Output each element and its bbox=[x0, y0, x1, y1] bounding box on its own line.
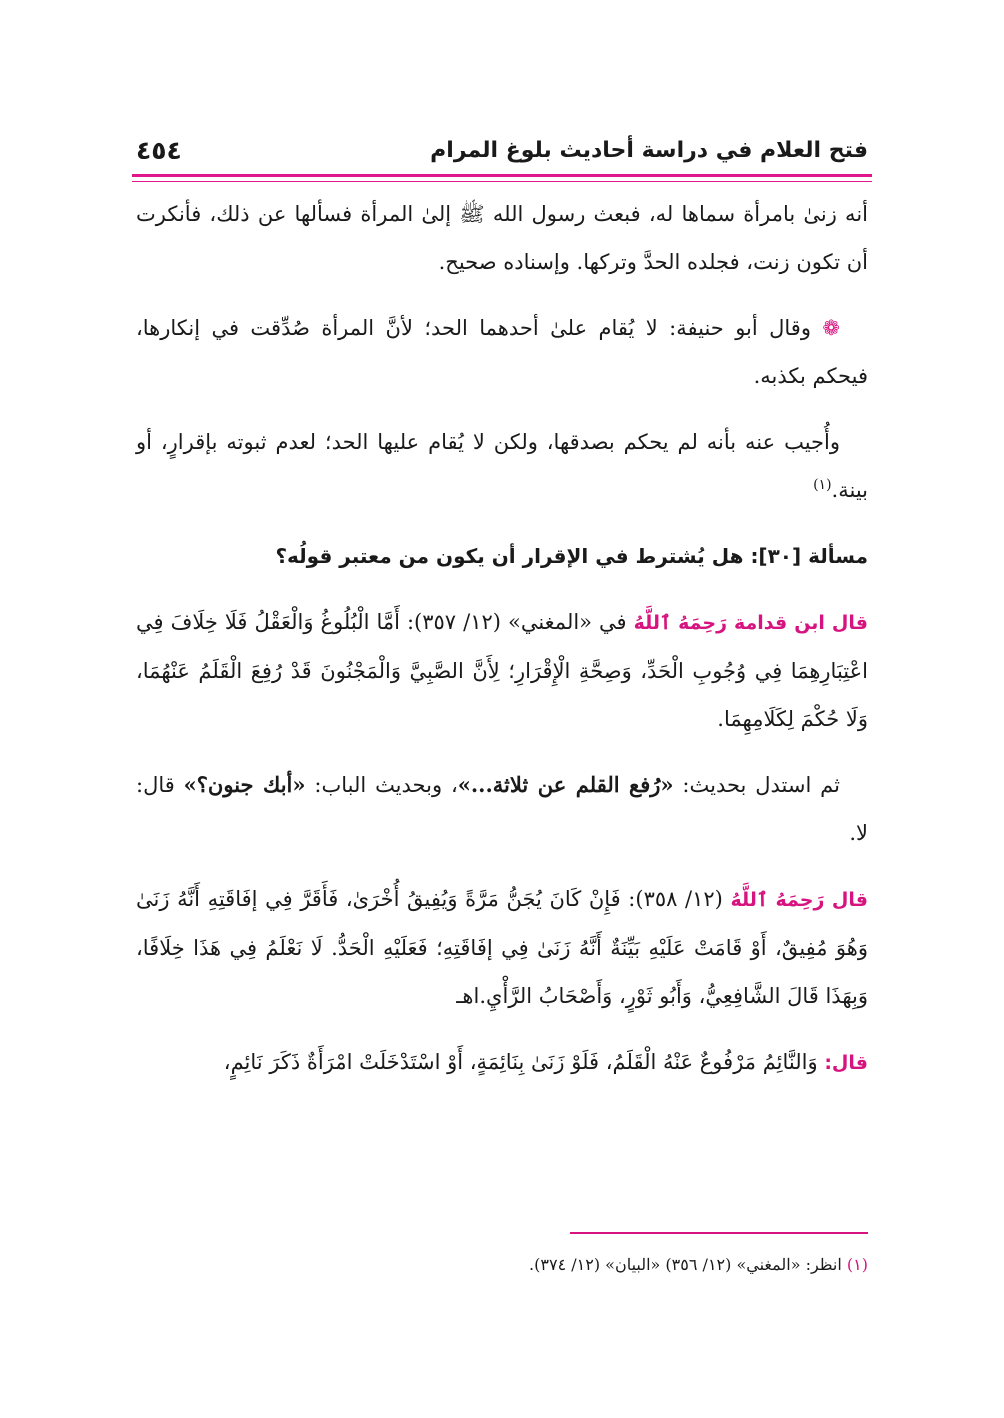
footnote-reference: (١) bbox=[813, 477, 832, 493]
paragraph: قال: وَالنَّائِمُ مَرْفُوعٌ عَنْهُ الْقَلَمُ، فَلَوْ زَنَىٰ بِنَائِمَةٍ، أَوْ اسْتَدْخَلَتْ امْرَأَةٌ ذَكَرَ نَائِمٍ، bbox=[223, 1050, 868, 1074]
speaker-label: قال ابن قدامة رَحِمَهُ ٱللَّهُ bbox=[633, 612, 868, 634]
speaker-label: قال: bbox=[824, 1052, 868, 1074]
header-rule-thin bbox=[132, 181, 872, 182]
speaker-label: قال رَحِمَهُ ٱللَّهُ bbox=[730, 889, 868, 911]
paragraph: أنه زنىٰ بامرأة سماها له، فبعث رسول الله ﷺ إلىٰ المرأة فسألها عن ذلك، فأنكرت أن تكون زنت، فجلده الحدَّ وتركها. وإسناده صحيح. bbox=[136, 202, 868, 274]
footnote-rule bbox=[570, 1232, 868, 1234]
paragraph: قال ابن قدامة رَحِمَهُ ٱللَّهُ في «المغني» (١٢/ ٣٥٧): أَمَّا الْبُلُوغُ وَالْعَقْلُ فَلَا خِلَافَ فِي اعْتِبَارِهِمَا فِي وُجُوبِ الْحَدِّ، وَصِحَّةِ الْإِقْرَارِ؛ لِأَنَّ الصَّبِيَّ وَالْمَجْنُونَ قَدْ رُفِعَ الْقَلَمُ عَنْهُمَا، وَلَا حُكْمَ لِكَلَامِهِمَا. bbox=[136, 610, 868, 731]
paragraph: ❁ وقال أبو حنيفة: لا يُقام علىٰ أحدهما الحد؛ لأنَّ المرأة صُدِّقت في إنكارها، فيحكم بكذبه. bbox=[136, 316, 868, 388]
paragraph: ثم استدل بحديث: «رُفع القلم عن ثلاثة...»، وبحديث الباب: «أبك جنون؟» قال: لا. bbox=[136, 772, 868, 845]
section-heading: مسألة [٣٠]: هل يُشترط في الإقرار أن يكون من معتبر قولُه؟ bbox=[275, 544, 868, 568]
footnote bbox=[136, 1250, 868, 1280]
footnote-mark: (١) bbox=[846, 1255, 868, 1274]
main-text bbox=[136, 190, 868, 1105]
page-number: ٤٥٤ bbox=[136, 135, 182, 165]
paragraph: قال رَحِمَهُ ٱللَّهُ (١٢/ ٣٥٨): فَإِنْ كَانَ يُجَنُّ مَرَّةً وَيُفِيقُ أُخْرَىٰ، فَأَقَرَّ فِي إفَاقَتِهِ أَنَّهُ زَنَىٰ وَهُوَ مُفِيقٌ، أَوْ قَامَتْ عَلَيْهِ بَيِّنَةٌ أَنَّهُ زَنَىٰ فِي إفَاقَتِهِ؛ فَعَلَيْهِ الْحَدُّ. لَا نَعْلَمُ فِي هَذَا خِلَافًا، وَبِهَذَا قَالَ الشَّافِعِيُّ، وَأَبُو ثَوْرٍ، وَأَصْحَابُ الرَّأْيِ.اهـ bbox=[136, 887, 868, 1008]
page-header bbox=[136, 128, 868, 172]
book-title: فتح العلام في دراسة أحاديث بلوغ المرام bbox=[430, 137, 868, 163]
paragraph: وأُجيب عنه بأنه لم يحكم بصدقها، ولكن لا يُقام عليها الحد؛ لعدم ثبوته بإقرارٍ، أو بينة.$^{(١)}$ bbox=[136, 430, 868, 502]
header-rule bbox=[132, 174, 872, 177]
footnote-text: انظر: «المغني» (١٢/ ٣٥٦) «البيان» (١٢/ ٣٧٤). bbox=[529, 1255, 842, 1274]
flower-ornament-icon: ❁ bbox=[822, 316, 840, 340]
